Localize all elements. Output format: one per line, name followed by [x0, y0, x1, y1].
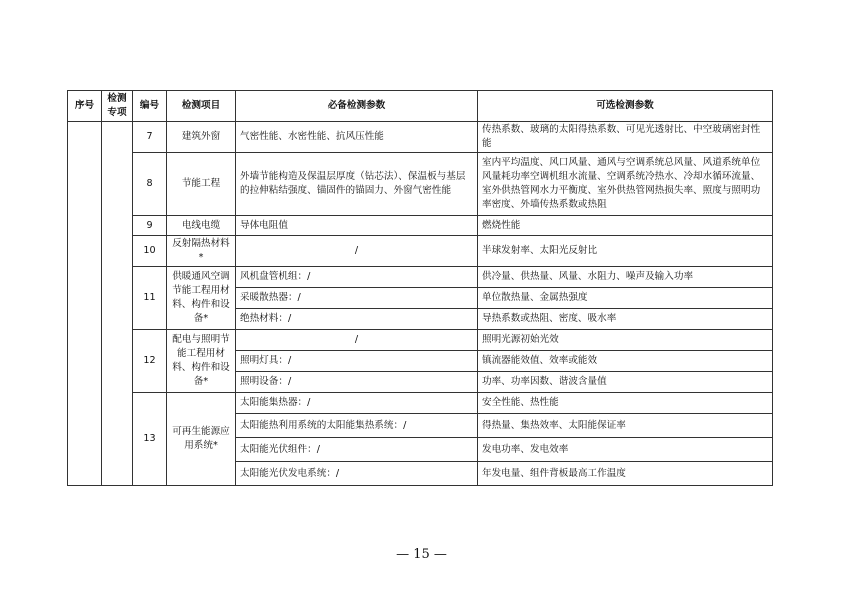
row-optional: 照明光源初始光效 [478, 330, 773, 351]
row-number: 7 [133, 122, 167, 153]
row-optional: 发电功率、发电效率 [478, 438, 773, 462]
row-number: 8 [133, 153, 167, 216]
row-optional: 半球发射率、太阳光反射比 [478, 236, 773, 267]
category-cell [102, 122, 133, 486]
row-item: 电线电缆 [167, 216, 236, 236]
header-optional: 可选检测参数 [478, 91, 773, 122]
table-row [68, 153, 773, 216]
row-required: 太阳能光伏发电系统：/ [236, 462, 478, 486]
row-item: 配电与照明节能工程用材料、构件和设备* [167, 330, 236, 393]
detection-parameters-table [67, 90, 773, 486]
row-optional: 燃烧性能 [478, 216, 773, 236]
row-optional: 导热系数或热阻、密度、吸水率 [478, 309, 773, 330]
row-optional: 供冷量、供热量、风量、水阻力、噪声及输入功率 [478, 267, 773, 288]
row-required: 外墙节能构造及保温层厚度（钻芯法）、保温板与基层的拉伸粘结强度、锚固件的锚固力、外窗气密性能 [236, 153, 478, 216]
header-category: 检测专项 [102, 91, 133, 122]
page-number: — 15 — [396, 547, 447, 562]
row-required: 绝热材料：/ [236, 309, 478, 330]
row-number: 10 [133, 236, 167, 267]
row-required: 照明灯具：/ [236, 351, 478, 372]
header-item: 检测项目 [167, 91, 236, 122]
row-required: 太阳能热利用系统的太阳能集热系统：/ [236, 414, 478, 438]
table-row [68, 267, 773, 288]
row-optional: 单位散热量、金属热强度 [478, 288, 773, 309]
row-required: 气密性能、水密性能、抗风压性能 [236, 122, 478, 153]
row-item: 建筑外窗 [167, 122, 236, 153]
table-row [68, 236, 773, 267]
row-optional: 镇流器能效值、效率或能效 [478, 351, 773, 372]
row-optional: 得热量、集热效率、太阳能保证率 [478, 414, 773, 438]
seq-cell [68, 122, 102, 486]
table-row [68, 216, 773, 236]
header-seq: 序号 [68, 91, 102, 122]
row-item: 可再生能源应用系统* [167, 393, 236, 486]
row-number: 13 [133, 393, 167, 486]
table-row [68, 122, 773, 153]
header-required: 必备检测参数 [236, 91, 478, 122]
row-optional: 传热系数、玻璃的太阳得热系数、可见光透射比、中空玻璃密封性能 [478, 122, 773, 153]
row-required: 风机盘管机组：/ [236, 267, 478, 288]
row-required: / [236, 330, 478, 351]
row-required: 太阳能集热器：/ [236, 393, 478, 414]
table-row [68, 330, 773, 351]
table-header-row [68, 91, 773, 122]
row-optional: 年发电量、组件背板最高工作温度 [478, 462, 773, 486]
row-number: 9 [133, 216, 167, 236]
header-number: 编号 [133, 91, 167, 122]
row-required: 太阳能光伏组件：/ [236, 438, 478, 462]
row-item: 供暖通风空调节能工程用材料、构件和设备* [167, 267, 236, 330]
table-row [68, 393, 773, 414]
row-optional: 功率、功率因数、谐波含量值 [478, 372, 773, 393]
row-item: 反射隔热材料* [167, 236, 236, 267]
row-number: 11 [133, 267, 167, 330]
row-required: 导体电阻值 [236, 216, 478, 236]
row-optional: 安全性能、热性能 [478, 393, 773, 414]
row-optional: 室内平均温度、风口风量、通风与空调系统总风量、风道系统单位风量耗功率空调机组水流量、空调系统冷热水、冷却水循环流量、室外供热管网水力平衡度、室外供热管网热损失率、照度与照明功率密度、外墙传热系数或热阻 [478, 153, 773, 216]
row-required: 采暖散热器：/ [236, 288, 478, 309]
row-number: 12 [133, 330, 167, 393]
row-required: / [236, 236, 478, 267]
row-item: 节能工程 [167, 153, 236, 216]
row-required: 照明设备：/ [236, 372, 478, 393]
